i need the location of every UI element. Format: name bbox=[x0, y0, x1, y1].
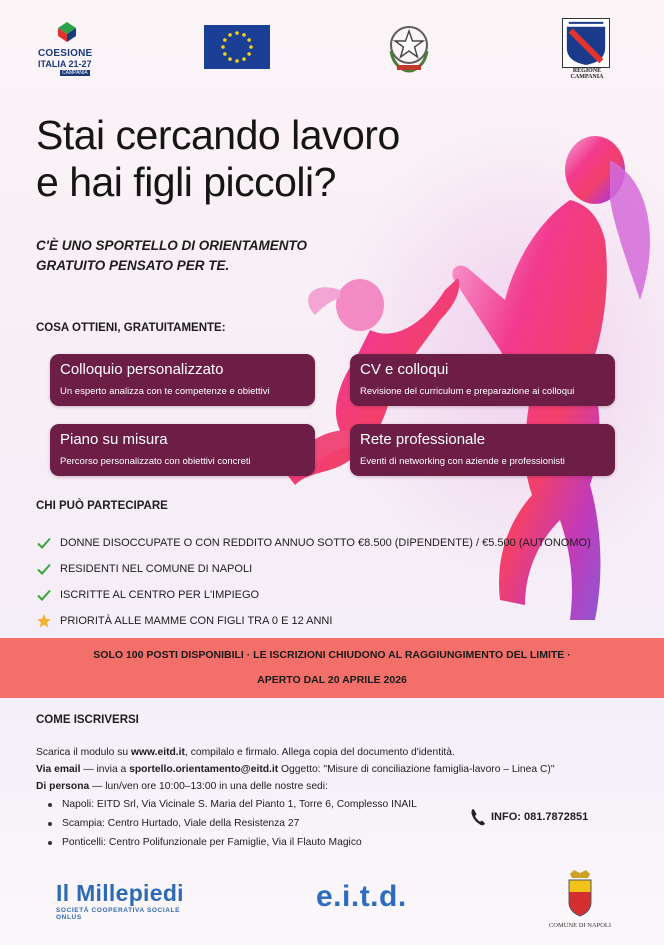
eu-star-icon bbox=[228, 57, 232, 61]
eu-star-icon bbox=[249, 45, 253, 49]
benefit-card-title: Colloquio personalizzato bbox=[60, 361, 224, 378]
info-text: INFO: 081.7872851 bbox=[491, 811, 589, 823]
eu-flag-icon bbox=[204, 25, 270, 69]
howto-text: Oggetto: "Misure di conciliazione famiglia-lavoro – Linea C)" bbox=[278, 764, 555, 775]
title-line-1: Stai cercando lavoro bbox=[36, 112, 400, 158]
check-icon bbox=[36, 535, 52, 551]
eu-star-icon bbox=[247, 38, 251, 42]
email-label: Via email bbox=[36, 764, 81, 775]
howto-text: — invia a bbox=[80, 764, 130, 775]
coesione-cube-icon bbox=[54, 20, 80, 44]
eu-star-icon bbox=[242, 33, 246, 37]
eu-star-icon bbox=[223, 38, 227, 42]
eu-star-icon bbox=[223, 52, 227, 56]
benefit-card-desc: Percorso personalizzato con obiettivi concreti bbox=[60, 456, 251, 467]
subheading-line-2: GRATUITO PENSATO PER TE. bbox=[36, 258, 230, 273]
eu-star-icon bbox=[235, 31, 239, 35]
benefit-card-title: CV e colloqui bbox=[360, 361, 449, 378]
eligibility-text: ISCRITTE AL CENTRO PER L'IMPIEGO bbox=[60, 589, 260, 601]
coesione-line2: ITALIA 21-27 bbox=[38, 59, 92, 69]
howto-section-label: COME ISCRIVERSI bbox=[36, 714, 139, 726]
coesione-line1: COESIONE bbox=[38, 48, 93, 59]
info-phone[interactable] bbox=[470, 808, 588, 826]
email-link[interactable]: sportello.orientamento@eitd.it bbox=[129, 764, 279, 775]
benefits-section-label: COSA OTTIENI, GRATUITAMENTE: bbox=[36, 322, 226, 334]
millepiedi-subtitle: SOCIETÀ COOPERATIVA SOCIALE ONLUS bbox=[56, 907, 181, 921]
title-line-2: e hai figli piccoli? bbox=[36, 159, 336, 205]
list-item bbox=[36, 556, 636, 582]
website-link[interactable]: www.eitd.it bbox=[131, 747, 185, 758]
benefit-card-desc: Un esperto analizza con te competenze e obiettivi bbox=[60, 386, 270, 397]
campania-shield-icon bbox=[562, 18, 610, 68]
phone-icon bbox=[470, 808, 486, 826]
comune-napoli-logo bbox=[548, 870, 612, 932]
eitd-logo: e.i.t.d. bbox=[316, 880, 407, 913]
subheading bbox=[36, 236, 366, 276]
list-item bbox=[36, 582, 636, 608]
banner-line-1: SOLO 100 POSTI DISPONIBILI · LE ISCRIZIONI CHIUDONO AL RAGGIUNGIMENTO DEL LIMITE · bbox=[93, 649, 571, 661]
millepiedi-logo bbox=[56, 880, 206, 920]
partner-logos-row bbox=[0, 18, 664, 80]
benefit-card-piano bbox=[50, 424, 315, 476]
page-title bbox=[36, 112, 516, 206]
eligibility-text: PRIORITÀ ALLE MAMME CON FIGLI TRA 0 E 12 ANNI bbox=[60, 615, 333, 627]
eu-star-icon bbox=[221, 45, 225, 49]
howto-text: , compilalo e firmalo. Allega copia del documento d'identità. bbox=[184, 747, 455, 758]
list-item bbox=[36, 530, 636, 556]
list-item bbox=[36, 608, 636, 634]
coesione-italia-logo bbox=[38, 20, 96, 78]
eu-star-icon bbox=[247, 52, 251, 56]
eligibility-section-label: CHI PUÒ PARTECIPARE bbox=[36, 500, 168, 512]
howto-line-email bbox=[36, 761, 636, 778]
eligibility-text: DONNE DISOCCUPATE O CON REDDITO ANNUO SOTTO €8.500 (DIPENDENTE) / €5.500 (AUTONOMO) bbox=[60, 537, 591, 549]
availability-banner bbox=[0, 638, 664, 698]
banner-line-2: APERTO DAL 20 APRILE 2026 bbox=[257, 674, 407, 686]
millepiedi-name: Il Millepiedi bbox=[56, 880, 184, 906]
benefit-card-rete bbox=[350, 424, 615, 476]
campania-label: REGIONE CAMPANIA bbox=[570, 68, 604, 80]
eligibility-text: RESIDENTI NEL COMUNE DI NAPOLI bbox=[60, 563, 253, 575]
check-icon bbox=[36, 587, 52, 603]
eligibility-list bbox=[36, 530, 636, 634]
howto-line-inperson bbox=[36, 778, 636, 795]
benefit-card-cv bbox=[350, 354, 615, 406]
howto-text: — lun/ven ore 10:00–13:00 in una delle nostre sedi: bbox=[89, 781, 328, 792]
list-item: Scampia: Centro Hurtado, Viale della Resistenza 27 bbox=[48, 814, 636, 833]
benefit-card-desc: Eventi di networking con aziende e professionisti bbox=[360, 456, 565, 467]
coesione-line3: CAMPANIA bbox=[62, 70, 88, 76]
howto-line-download bbox=[36, 744, 636, 761]
inperson-label: Di persona bbox=[36, 781, 90, 792]
check-icon bbox=[36, 561, 52, 577]
napoli-crest-icon bbox=[566, 870, 594, 918]
list-item: Napoli: EITD Srl, Via Vicinale S. Maria del Pianto 1, Torre 6, Complesso INAIL bbox=[48, 795, 636, 814]
benefit-card-colloquio bbox=[50, 354, 315, 406]
napoli-label: COMUNE DI NAPOLI bbox=[548, 922, 612, 929]
italian-republic-emblem-icon bbox=[383, 21, 435, 75]
star-icon bbox=[36, 613, 52, 629]
benefit-card-desc: Revisione del curriculum e preparazione ai colloqui bbox=[360, 386, 575, 397]
howto-section bbox=[36, 744, 636, 852]
howto-text: Scarica il modulo su bbox=[36, 747, 131, 758]
subheading-line-1: C'È UNO SPORTELLO DI ORIENTAMENTO bbox=[36, 238, 307, 253]
regione-campania-logo bbox=[558, 18, 616, 80]
list-item: Ponticelli: Centro Polifunzionale per Famiglie, Via il Flauto Magico bbox=[48, 833, 636, 852]
benefit-card-title: Rete professionale bbox=[360, 431, 486, 448]
benefit-card-title: Piano su misura bbox=[60, 431, 168, 448]
eu-star-icon bbox=[228, 33, 232, 37]
eu-star-icon bbox=[242, 57, 246, 61]
eu-star-icon bbox=[235, 59, 239, 63]
